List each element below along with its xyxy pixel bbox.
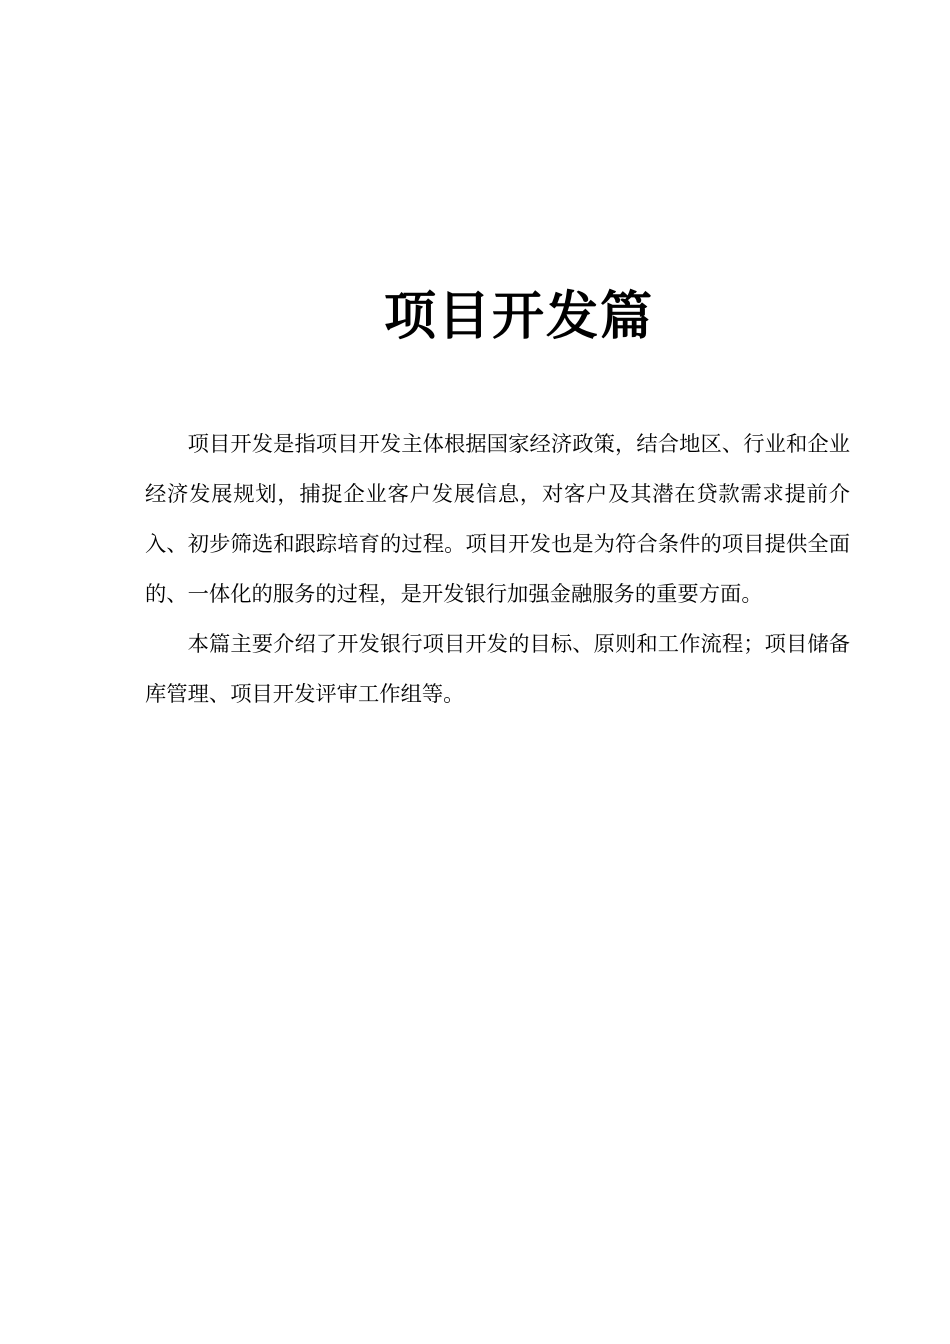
body-text xyxy=(145,420,850,720)
paragraph-summary: 本篇主要介绍了开发银行项目开发的目标、原则和工作流程；项目储备库管理、项目开发评审工作组等。 xyxy=(145,632,850,707)
page-title: 项目开发篇 xyxy=(383,287,654,347)
paragraph-definition: 项目开发是指项目开发主体根据国家经济政策，结合地区、行业和企业经济发展规划，捕捉企业客户发展信息，对客户及其潜在贷款需求提前介入、初步筛选和跟踪培育的过程。项目开发也是为符合条件的项目提供全面的、一体化的服务的过程，是开发银行加强金融服务的重要方面。 xyxy=(145,432,850,607)
